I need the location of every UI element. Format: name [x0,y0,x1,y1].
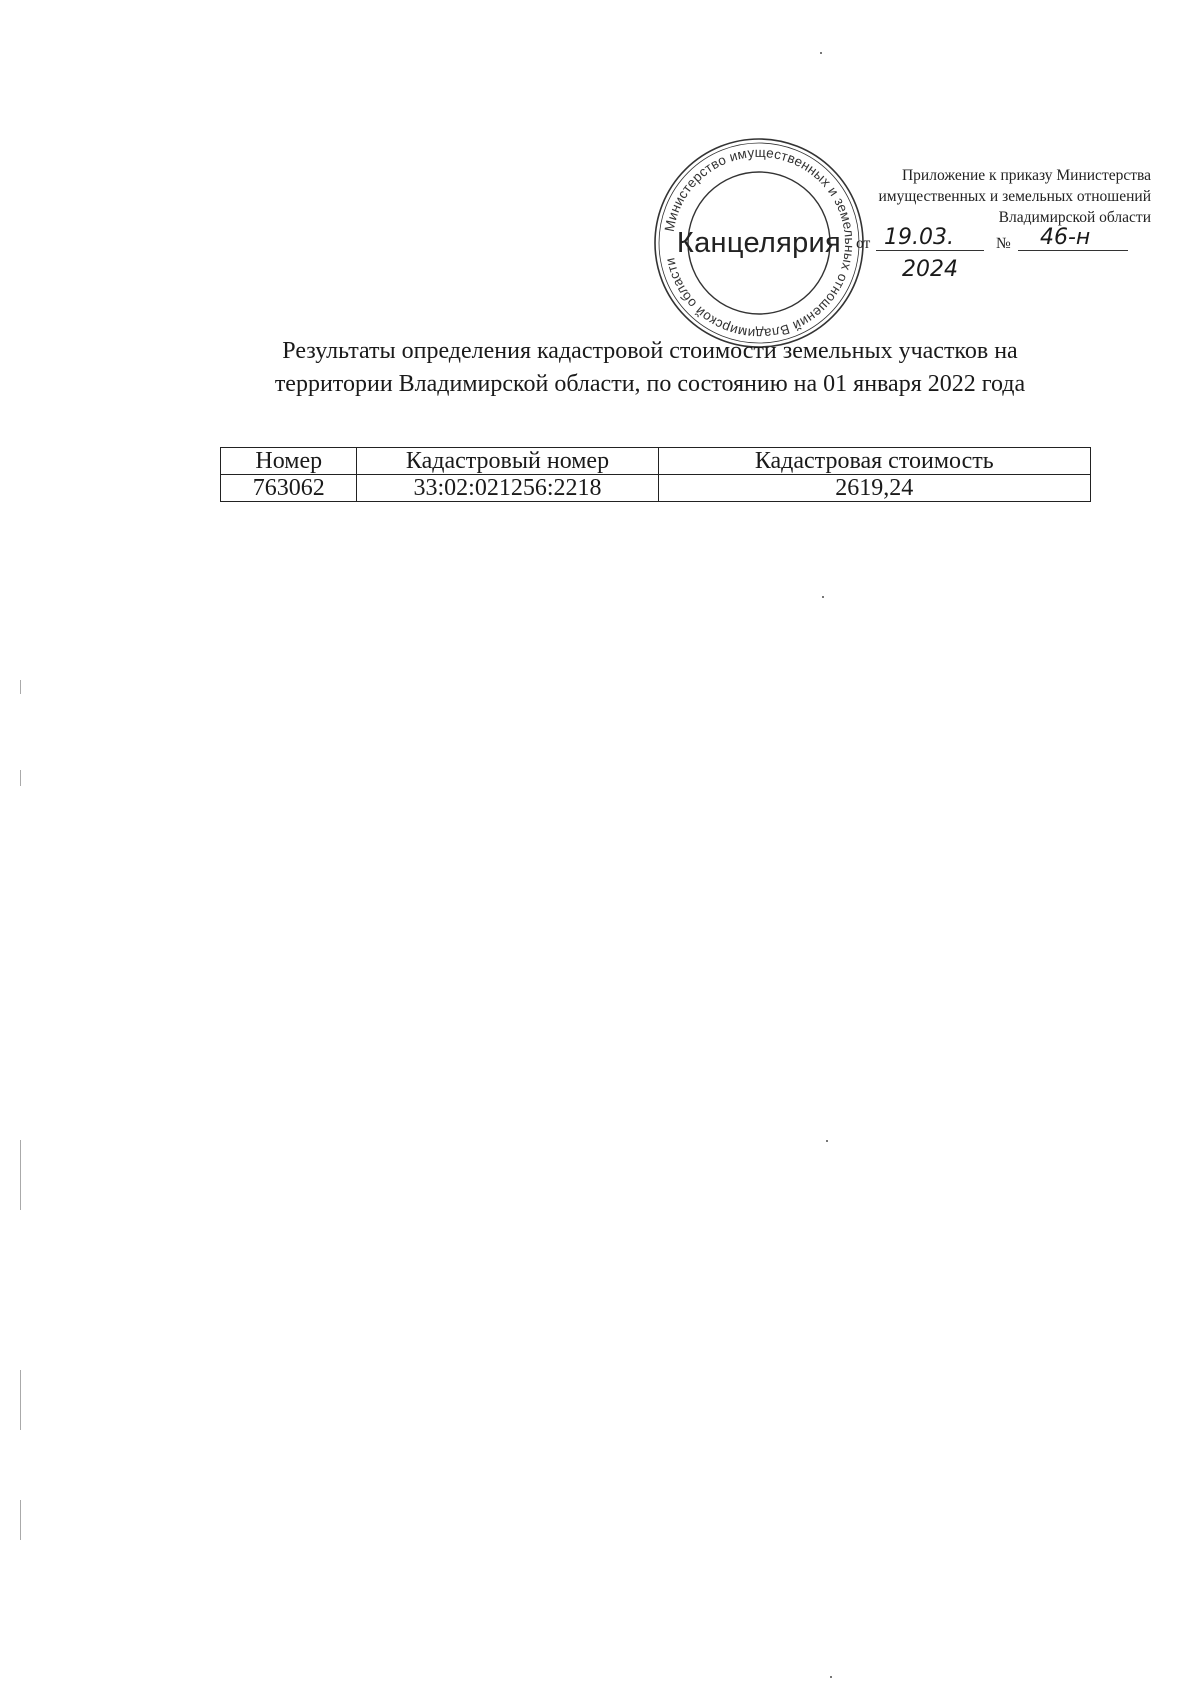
column-header-number: Номер [221,448,357,475]
table-row [221,475,1091,502]
appendix-line: Владимирской области [998,209,1151,226]
scan-speck [822,596,824,598]
table-header-row [221,448,1091,475]
title-line: территории Владимирской области, по состоянию на 01 января 2022 года [274,371,1026,397]
appendix-line: имущественных и земельных отношений [878,188,1151,205]
stamp-ring-text: Министерство имущественных и земельных отношений Владимирской области [661,144,858,342]
scan-edge-mark [20,1500,21,1540]
column-header-cadastral-value: Кадастровая стоимость [658,448,1090,475]
stamp-center-text: Канцелярия [676,226,842,259]
cell-cadastral-number: 33:02:021256:2218 [357,475,658,502]
order-reference [856,225,1156,282]
scan-edge-mark [20,680,21,694]
cell-number: 763062 [221,475,357,502]
scan-edge-mark [20,770,21,786]
document-title [200,335,1100,401]
results-table [220,447,1091,502]
scan-speck [820,52,822,54]
scan-speck [826,1140,828,1142]
handwritten-order-number: 46-н [1018,225,1128,251]
scan-edge-mark [20,1370,21,1430]
title-line: Результаты определения кадастровой стоимости земельных участков на [282,338,1018,364]
appendix-line: Приложение к приказу Министерства [901,167,1151,184]
scan-edge-mark [20,1140,21,1210]
number-label: № [996,235,1011,252]
cell-cadastral-value: 2619,24 [658,475,1090,502]
handwritten-date: 19.03. [876,225,984,251]
appendix-header [791,165,1151,228]
column-header-cadastral-number: Кадастровый номер [357,448,658,475]
handwritten-year: 2024 [902,257,958,282]
date-label: от [856,235,871,252]
scan-speck [830,1676,832,1678]
